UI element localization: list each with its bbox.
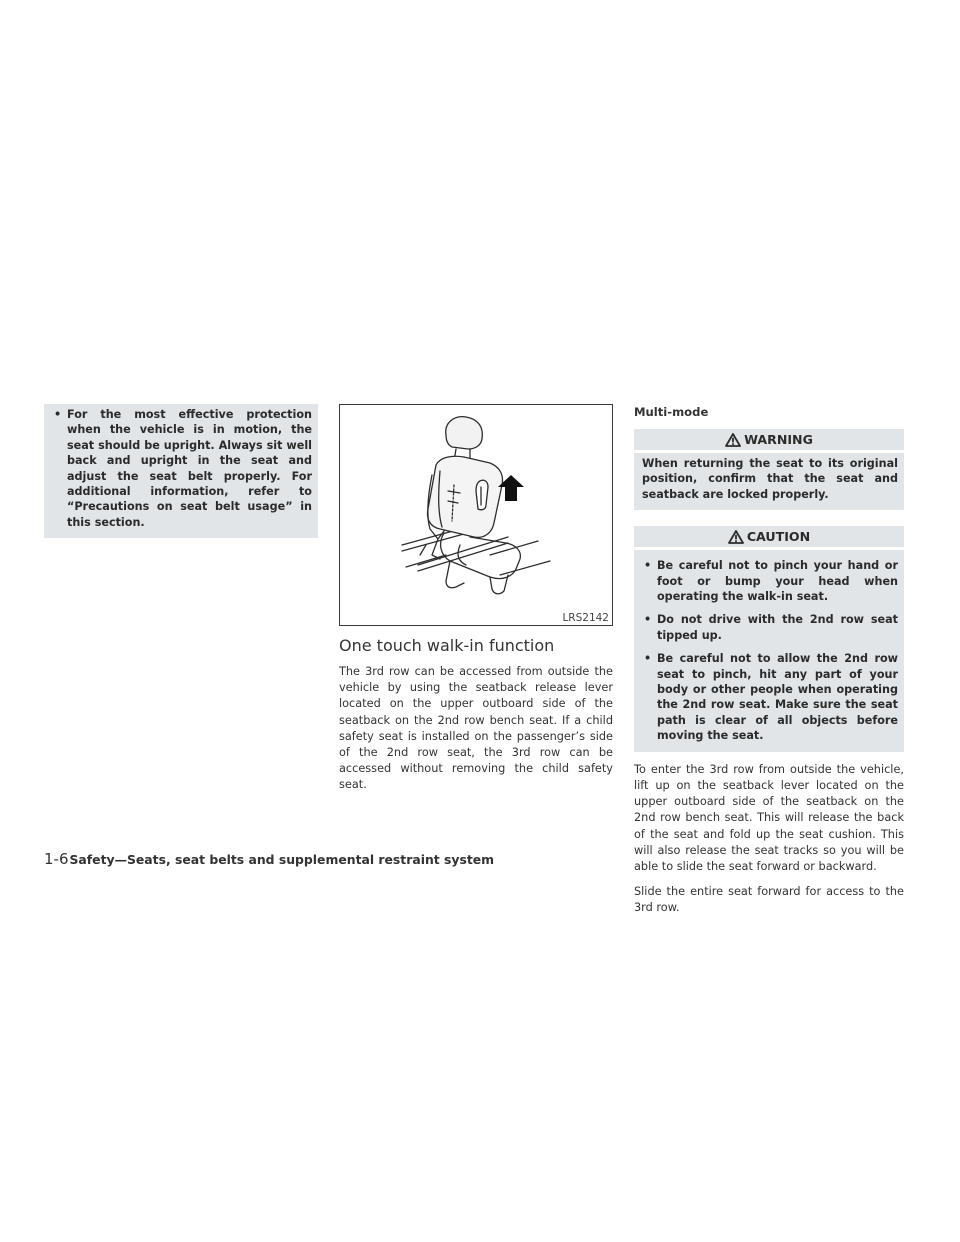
bullet-item (52, 407, 312, 530)
slide-seat-paragraph: Slide the entire seat forward for access to the 3rd row. (634, 885, 904, 915)
enter-3rd-row-paragraph: To enter the 3rd row from outside the vehicle, lift up on the seatback lever located on the upper outboard side of the seatback on the 2nd row bench seat. This will release the back of the seat and fold up the seat cushion. This will also release the seat tracks so you will be able to slide the seat forward or backward. (634, 762, 904, 873)
warning-text: When returning the seat to its original position, confirm that the seat and seatback are locked properly. (642, 457, 898, 501)
warning-header (634, 429, 904, 450)
seat-illustration (339, 404, 613, 626)
middle-column (339, 404, 613, 803)
caution-item-text: Be careful not to pinch your hand or foot or bump your head when operating the walk-in seat. (657, 559, 898, 604)
warning-label: WARNING (744, 432, 813, 447)
page-footer (44, 850, 494, 868)
bullet-dot: • (644, 652, 652, 666)
caution-item-text: Be careful not to allow the 2nd row seat to pinch, hit any part of your body or other people when operating the 2nd row seat. Make sure the seat path is clear of all objects before moving the seat. (657, 652, 898, 743)
caution-item (642, 612, 898, 643)
bullet-dot: • (644, 613, 652, 627)
subheading: Multi-mode (634, 405, 709, 419)
caution-triangle-icon (728, 530, 744, 544)
warning-box (634, 453, 904, 510)
chapter-title: Safety—Seats, seat belts and supplemental restraint system (69, 852, 495, 867)
caution-box (634, 550, 904, 751)
caution-item-text: Do not drive with the 2nd row seat tipped up. (657, 613, 898, 642)
left-column (44, 404, 318, 538)
section-title: One touch walk-in function (339, 636, 555, 655)
walk-in-paragraph: The 3rd row can be accessed from outside the vehicle by using the seatback release lever located on the upper outboard side of the seatback on the 2nd row bench seat. If a child safety seat is installed on the passenger’s side of the 2nd row seat, the 3rd row can be accessed without removing the child safety seat. (339, 665, 613, 792)
page-number: 1-6 (44, 850, 69, 868)
caution-header (634, 526, 904, 547)
warning-triangle-icon (725, 433, 741, 447)
caution-item (642, 651, 898, 743)
walk-in-seat-drawing (340, 405, 612, 625)
figure-id: LRS2142 (562, 612, 609, 624)
seat-upright-warning-box (44, 404, 318, 538)
caution-label: CAUTION (746, 529, 811, 545)
bullet-dot: • (644, 559, 652, 573)
caution-item (642, 558, 898, 604)
right-column (634, 404, 904, 926)
bullet-text: For the most effective protection when the vehicle is in motion, the seat should be upright. Always sit well back and upright in the seat and adjust the seat belt properly. For additional information, refer to “Precautions on seat belt usage” in this section. (67, 408, 312, 529)
bullet-dot: • (54, 408, 62, 421)
